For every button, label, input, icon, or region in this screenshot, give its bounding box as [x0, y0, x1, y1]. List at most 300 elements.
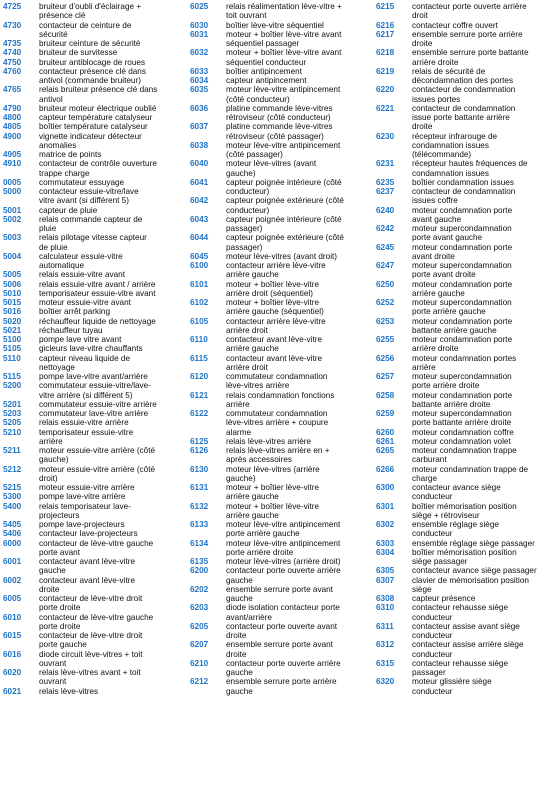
component-description: relais essuie-vitre avant: [39, 270, 126, 280]
component-description: moteur condamnation porte battante arrière gauche: [412, 316, 513, 335]
list-item: [376, 67, 556, 86]
component-description: moteur lève-vitres (arrière droit): [226, 557, 341, 566]
component-code: 6265: [376, 446, 395, 455]
component-code: 5203: [3, 409, 22, 418]
component-description: contacteur porte ouverte arrière gauche: [226, 566, 341, 585]
component-code: 6256: [376, 353, 395, 363]
component-description: temporisateur essuie-vitre arrière: [39, 427, 134, 446]
component-code: 5406: [3, 529, 22, 539]
component-description: contacteur de condamnation issues portes: [412, 85, 516, 104]
list-item: [190, 280, 372, 299]
component-code: 6221: [376, 103, 395, 113]
component-description: moteur essuie-vitre arrière (côté droit): [39, 464, 156, 483]
component-description: moteur lève-vitre antipincement porte arrière droite: [226, 538, 341, 557]
component-code: 5000: [3, 187, 22, 196]
component-description: ensemble serrure porte battante arrière droite: [412, 48, 529, 67]
component-description: contacteur présence clé dans antivol (commande bruiteur): [39, 66, 146, 85]
component-code: 5105: [3, 344, 22, 354]
component-description: capteur température catalyseur: [39, 113, 153, 122]
list-item: [376, 566, 556, 575]
component-description: platine commande lève-vitres rétroviseur (côté conducteur): [226, 103, 333, 122]
component-description: contacteur assise avant siège conducteur: [412, 621, 520, 640]
component-description: contacteur de ceinture de sécurité: [39, 20, 132, 39]
component-description: ensemble réglage siège passager: [412, 538, 535, 548]
component-description: moteur + boîtier lève-vitre avant séquentiel passager: [226, 29, 342, 48]
component-code: 6130: [190, 464, 209, 474]
component-description: moteur lève-vitre antipincement (côté conducteur): [226, 85, 341, 104]
component-code: 6036: [190, 103, 209, 113]
component-description: relais de sécurité de décondamnation des portes: [412, 66, 514, 85]
component-code: 6016: [3, 649, 22, 659]
list-item: [190, 178, 372, 197]
component-description: contacteur de lève-vitre gauche porte droite: [39, 612, 154, 631]
component-description: gicleurs lave-vitre chauffants: [39, 344, 143, 354]
list-item: [3, 668, 185, 687]
component-code: 6308: [376, 594, 395, 603]
list-item: [190, 122, 372, 141]
component-code: 6034: [190, 76, 209, 85]
component-code: 6261: [376, 436, 395, 446]
list-item: [3, 122, 185, 131]
list-item: [190, 502, 372, 521]
component-code: 6202: [190, 584, 209, 594]
component-code: 6218: [376, 48, 395, 58]
component-description: relais pilotage vitesse capteur de pluie: [39, 233, 147, 252]
component-description: contacteur avant lève-vitre gauche: [39, 557, 136, 576]
component-description: bruiteur de survitesse: [39, 48, 118, 58]
component-description: moteur + boîtier lève-vitre arrière gauche: [226, 483, 320, 502]
component-code: 6260: [376, 427, 395, 437]
component-description: bruiteur moteur électrique oublié: [39, 103, 157, 113]
component-description: relais lève-vitres: [39, 686, 99, 696]
list-item: [3, 39, 185, 48]
component-description: moteur supercondamnation porte arrière gauche: [412, 298, 512, 317]
list-item: [3, 132, 185, 151]
list-item: [190, 465, 372, 484]
list-item: [376, 520, 556, 539]
component-description: relais essuie-vitre arrière: [39, 418, 129, 428]
component-code: 6303: [376, 538, 395, 548]
component-code: 6038: [190, 140, 209, 150]
list-item: [376, 548, 556, 567]
component-code: 4800: [3, 113, 22, 122]
list-item: [190, 483, 372, 502]
component-code: 6307: [376, 575, 395, 585]
list-item: [376, 48, 556, 67]
component-description: capteur poignée extérieure (côté passager): [226, 233, 344, 252]
component-code: 5110: [3, 353, 21, 363]
list-item: [190, 391, 372, 410]
column-2: [190, 2, 372, 808]
component-description: commutateur essuyage: [39, 177, 125, 187]
list-item: [3, 298, 185, 307]
list-item: [376, 576, 556, 595]
list-item: [3, 187, 185, 206]
component-description: contacteur de lève-vitre gauche porte avant: [39, 538, 154, 557]
component-description: contacteur porte ouverte avant droite: [226, 621, 338, 640]
list-item: [376, 206, 556, 225]
list-item: [3, 206, 185, 215]
component-description: récepteur hautes fréquences de condamnation issues: [412, 159, 528, 178]
component-code: 6043: [190, 214, 209, 224]
component-code: 6245: [376, 242, 395, 252]
component-code: 6000: [3, 538, 22, 548]
component-code: 6135: [190, 557, 209, 566]
list-item: [376, 409, 556, 428]
list-item: [3, 85, 185, 104]
component-description: moteur lève-vitres (avant gauche): [226, 159, 317, 178]
component-code: 4725: [3, 2, 22, 11]
list-item: [3, 687, 185, 696]
component-description: moteur condamnation porte arrière gauche: [412, 279, 513, 298]
component-description: contacteur de lève-vitre droit porte droite: [39, 594, 143, 613]
component-description: contacteur arrière lève-vitre arrière gauche: [226, 261, 326, 280]
component-code: 6257: [376, 372, 395, 381]
component-description: boîtier arrêt parking: [39, 307, 110, 317]
component-code: 5016: [3, 307, 22, 317]
list-item: [376, 465, 556, 484]
component-code: 5201: [3, 399, 22, 409]
component-code: 6240: [376, 205, 395, 215]
component-code: 6121: [190, 390, 209, 400]
component-description: moteur essuie-vitre arrière: [39, 483, 135, 492]
component-description: commutateur essuie-vitre arrière: [39, 399, 157, 409]
component-code: 5004: [3, 251, 22, 261]
component-code: 6037: [190, 122, 209, 132]
component-code: 5215: [3, 483, 22, 492]
component-description: relais bruiteur présence clé dans antivol: [39, 85, 158, 104]
component-code: 5200: [3, 381, 22, 391]
component-description: contacteur de lève-vitre droit porte gauche: [39, 631, 143, 650]
component-description: contacteur assise arrière siège conducteur: [412, 640, 524, 659]
list-item: [3, 159, 185, 178]
list-item: [190, 298, 372, 317]
list-item: [376, 622, 556, 641]
component-code: 5205: [3, 418, 22, 428]
component-code: 6301: [376, 501, 395, 511]
list-item: [376, 502, 556, 521]
component-code: 6033: [190, 66, 209, 76]
component-description: moteur supercondamnation porte avant gauche: [412, 224, 512, 243]
component-description: récepteur infrarouge de condamnation issues (télécommande): [412, 131, 498, 159]
component-description: relais essuie-vitre avant / arrière: [39, 279, 156, 289]
component-code: 6259: [376, 409, 395, 418]
component-description: contacteur coffre ouvert: [412, 20, 498, 30]
component-description: contacteur avance siège passager: [412, 566, 537, 576]
list-item: [3, 372, 185, 381]
list-item: [190, 677, 372, 696]
list-item: [376, 372, 556, 391]
component-code: 5211: [3, 446, 21, 455]
component-description: relais lève-vitres arrière: [226, 436, 312, 446]
component-description: contacteur avance siège conducteur: [412, 483, 501, 502]
component-description: moteur essuie-vitre avant: [39, 298, 131, 307]
list-item: [3, 252, 185, 271]
component-code: 6242: [376, 224, 395, 233]
component-description: moteur condamnation coffre: [412, 427, 514, 437]
list-item: [3, 409, 185, 418]
list-item: [376, 298, 556, 317]
component-description: capteur antipincement: [226, 76, 307, 85]
list-item: [190, 2, 372, 21]
component-description: réchauffeur liquide de nettoyage: [39, 316, 156, 326]
list-item: [190, 233, 372, 252]
component-code: 6300: [376, 483, 395, 492]
component-code: 6021: [3, 686, 22, 696]
component-code: 6132: [190, 501, 209, 511]
component-description: moteur condamnation porte avant droite: [412, 242, 513, 261]
component-code: 6133: [190, 520, 209, 529]
component-description: capteur poignée extérieure (côté conducteur): [226, 196, 344, 215]
list-item: [190, 252, 372, 261]
component-code: 6237: [376, 187, 395, 196]
component-code: 6125: [190, 436, 209, 446]
component-code: 6032: [190, 48, 209, 58]
component-description: relais temporisateur lave- projecteurs: [39, 501, 131, 520]
component-description: pompe lave-projecteurs: [39, 520, 125, 529]
list-item: [3, 483, 185, 492]
component-description: temporisateur essuie-vitre avant: [39, 288, 156, 298]
list-item: [376, 335, 556, 354]
list-item: [3, 650, 185, 669]
component-description: boîtier lève-vitre séquentiel: [226, 20, 324, 30]
list-item: [3, 113, 185, 122]
component-description: pompe lave-vitre avant/arrière: [39, 372, 148, 381]
component-description: contacteur lave-projecteurs: [39, 529, 138, 539]
list-item: [3, 465, 185, 484]
component-code: 5100: [3, 335, 22, 344]
component-code: 4735: [3, 39, 22, 48]
component-description: relais lève-vitres arrière en + après accessoires: [226, 446, 330, 465]
component-description: relais lève-vitres avant + toit ouvrant: [39, 668, 141, 687]
component-code: 6015: [3, 631, 22, 640]
component-description: boîtier antipincement: [226, 66, 303, 76]
component-description: contacteur avant lève-vitre droite: [39, 575, 136, 594]
component-code: 6120: [190, 372, 209, 381]
component-code: 6115: [190, 353, 208, 363]
component-description: contacteur de condamnation issue porte battante arrière droite: [412, 103, 516, 132]
list-item: [376, 428, 556, 437]
component-description: contacteur rehausse siège passager: [412, 658, 509, 677]
component-code: 4905: [3, 150, 22, 159]
list-item: [3, 428, 185, 447]
component-code: 5010: [3, 288, 22, 298]
list-item: [190, 354, 372, 373]
list-item: [190, 409, 372, 437]
component-description: moteur + boîtier lève-vitre arrière gauche: [226, 501, 320, 520]
column-3: [376, 2, 556, 808]
component-description: boîtier mémorisation position siège passager: [412, 547, 517, 566]
list-item: [3, 2, 185, 21]
component-description: relais condamnation fonctions arrière: [226, 390, 335, 409]
list-item: [376, 446, 556, 465]
component-code: 6311: [376, 621, 394, 631]
component-code: 4910: [3, 159, 22, 169]
component-description: boîtier condamnation issues: [412, 177, 514, 187]
component-description: moteur lève-vitres (arrière gauche): [226, 464, 320, 483]
component-description: contacteur porte ouverte arrière droit: [412, 2, 527, 21]
component-description: ensemble serrure porte arrière gauche: [226, 677, 337, 696]
component-code: 4740: [3, 48, 22, 58]
list-item: [3, 354, 185, 373]
component-description: relais commande capteur de pluie: [39, 214, 143, 233]
list-item: [3, 576, 185, 595]
list-item: [376, 224, 556, 243]
component-code: 6312: [376, 640, 395, 650]
component-description: capteur niveau liquide de nettoyage: [39, 353, 131, 372]
component-description: commutateur lave-vitre arrière: [39, 409, 149, 418]
component-code: 6002: [3, 575, 22, 585]
component-description: contacteur porte ouverte arrière gauche: [226, 658, 341, 677]
component-code: 6207: [190, 640, 209, 650]
component-description: capteur de pluie: [39, 205, 98, 215]
component-code: 6302: [376, 520, 395, 529]
component-code: 6040: [190, 159, 209, 169]
component-code: 5212: [3, 464, 22, 474]
component-code: 6255: [376, 335, 395, 344]
component-code: 6212: [190, 677, 209, 687]
list-item: [3, 594, 185, 613]
list-item: [190, 30, 372, 49]
list-item: [3, 326, 185, 335]
list-item: [3, 48, 185, 57]
component-code: 5001: [3, 205, 22, 215]
component-code: 6231: [376, 159, 395, 169]
component-description: moteur supercondamnation porte battante arrière droite: [412, 409, 512, 428]
component-code: 6216: [376, 20, 395, 30]
component-description: commutateur condamnation lève-vitres arrière + coupure alarme: [226, 409, 329, 437]
list-item: [376, 187, 556, 206]
component-code: 4760: [3, 66, 22, 76]
list-item: [190, 446, 372, 465]
list-item: [190, 659, 372, 678]
component-description: relais réalimentation lève-vitre + toit ouvrant: [226, 2, 342, 21]
list-item: [376, 391, 556, 410]
list-item: [3, 446, 185, 465]
component-code: 5210: [3, 427, 22, 437]
component-code: 6215: [376, 2, 395, 11]
component-description: moteur lève-vitre antipincement porte arrière gauche: [226, 520, 341, 539]
component-description: contacteur avant lève-vitre arrière gauche: [226, 335, 323, 354]
list-item: [190, 104, 372, 123]
list-item: [3, 280, 185, 289]
component-description: ensemble serrure porte avant droite: [226, 640, 333, 659]
component-description: moteur essuie-vitre arrière (côté gauche): [39, 446, 156, 465]
list-item: [376, 437, 556, 446]
list-item: [190, 67, 372, 76]
list-item: [376, 243, 556, 262]
component-code: 6205: [190, 621, 209, 631]
component-code: 6250: [376, 279, 395, 289]
list-item: [376, 30, 556, 49]
component-description: pompe lave-vitre arrière: [39, 492, 126, 502]
component-code: 6131: [190, 483, 209, 492]
component-code: 6100: [190, 261, 209, 270]
list-item: [376, 261, 556, 280]
component-description: ensemble serrure porte avant gauche: [226, 584, 333, 603]
component-description: moteur condamnation portes arrière: [412, 353, 517, 372]
list-item: [376, 317, 556, 336]
list-item: [3, 520, 185, 529]
component-code: 5003: [3, 233, 22, 243]
component-description: moteur condamnation porte battante arrière droite: [412, 390, 513, 409]
component-description: moteur + boîtier lève-vitre avant séquentiel conducteur: [226, 48, 342, 67]
list-item: [3, 335, 185, 344]
list-item: [190, 261, 372, 280]
component-description: moteur condamnation porte arrière droite: [412, 335, 513, 354]
component-code: 5021: [3, 325, 22, 335]
list-item: [190, 640, 372, 659]
component-description: réchauffeur tuyau: [39, 325, 103, 335]
list-item: [3, 529, 185, 538]
list-item: [376, 354, 556, 373]
component-code: 6101: [190, 279, 209, 289]
list-item: [376, 677, 556, 696]
component-description: moteur condamnation volet: [412, 436, 511, 446]
list-item: [376, 159, 556, 178]
list-item: [190, 159, 372, 178]
component-code: 6035: [190, 85, 209, 95]
list-item: [190, 622, 372, 641]
list-item: [3, 418, 185, 427]
component-code: 0005: [3, 177, 22, 187]
list-item: [190, 317, 372, 336]
list-item: [3, 58, 185, 67]
list-item: [3, 492, 185, 501]
component-description: moteur glissière siège conducteur: [412, 677, 492, 696]
component-code: 6219: [376, 66, 395, 76]
list-item: [376, 178, 556, 187]
component-code: 5005: [3, 270, 22, 280]
component-description: moteur supercondamnation porte avant droite: [412, 261, 512, 280]
list-item: [190, 21, 372, 30]
component-description: capteur poignée intérieure (côté passager): [226, 214, 342, 233]
list-item: [190, 566, 372, 585]
component-code: 4765: [3, 85, 22, 95]
list-item: [190, 557, 372, 566]
list-item: [3, 21, 185, 40]
component-description: platine commande lève-vitres rétroviseur (côté passager): [226, 122, 333, 141]
component-description: moteur condamnation porte avant gauche: [412, 205, 513, 224]
list-item: [190, 520, 372, 539]
component-description: contacteur arrière lève-vitre arrière droit: [226, 316, 326, 335]
component-code: 6025: [190, 2, 209, 11]
component-code: 5300: [3, 492, 22, 502]
list-item: [190, 76, 372, 85]
component-description: moteur condamnation trappe de charge: [412, 464, 529, 483]
component-code: 5015: [3, 298, 22, 307]
list-item: [376, 85, 556, 104]
component-description: ensemble serrure porte arrière droite: [412, 29, 523, 48]
list-item: [190, 141, 372, 160]
list-item: [376, 594, 556, 603]
component-code: 6001: [3, 557, 22, 566]
list-item: [3, 539, 185, 558]
component-code: 6220: [376, 85, 395, 95]
component-code: 6247: [376, 261, 395, 270]
list-item: [190, 215, 372, 234]
list-item: [3, 178, 185, 187]
list-item: [3, 150, 185, 159]
list-item: [190, 48, 372, 67]
component-description: contacteur rehausse siège conducteur: [412, 603, 509, 622]
list-item: [3, 317, 185, 326]
component-code: 5006: [3, 279, 22, 289]
component-code: 6320: [376, 677, 395, 687]
list-item: [3, 613, 185, 632]
list-item: [3, 215, 185, 234]
component-code: 5002: [3, 214, 22, 224]
